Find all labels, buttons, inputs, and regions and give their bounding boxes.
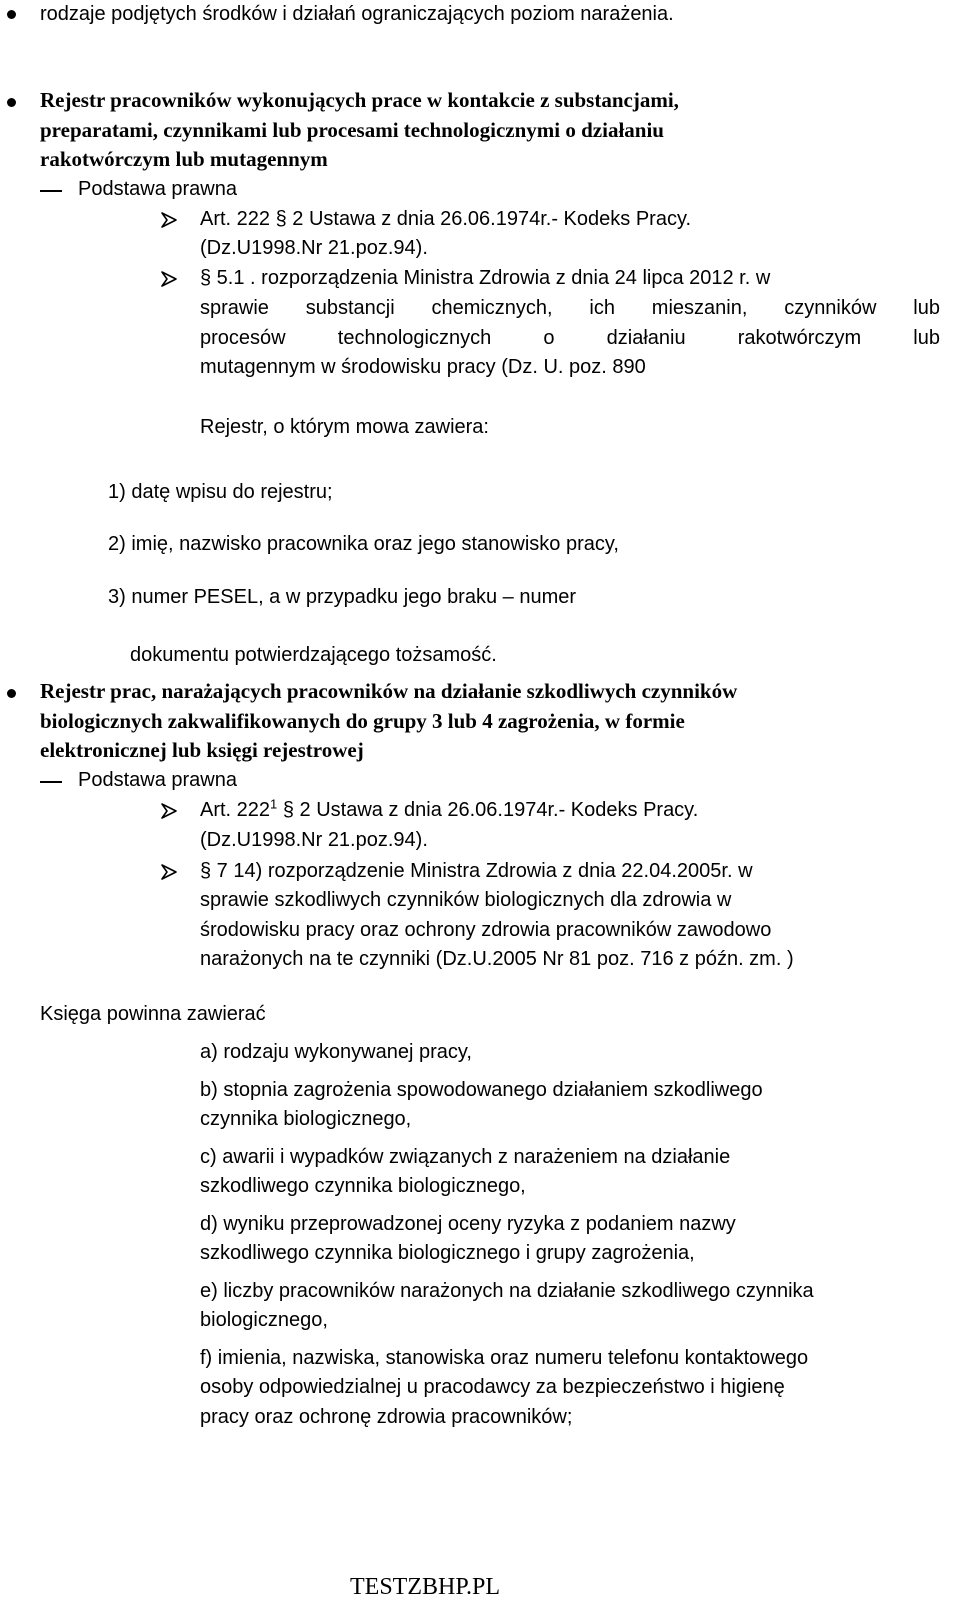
word: procesów bbox=[200, 327, 286, 349]
section2-art-line1 bbox=[200, 796, 698, 824]
arrow-bullet-icon bbox=[160, 211, 178, 229]
book-item-d-cont: szkodliwego czynnika biologicznego i grupy zagrożenia, bbox=[200, 1242, 695, 1264]
book-item-c: c) awarii i wypadków związanych z narażeniem na działanie bbox=[200, 1146, 731, 1168]
arrow-bullet-icon bbox=[160, 270, 178, 288]
bullet-icon bbox=[7, 10, 16, 19]
arrow-bullet-icon bbox=[160, 863, 178, 881]
section1-reg-line3 bbox=[200, 324, 940, 352]
word: lub bbox=[913, 327, 940, 349]
word: chemicznych, bbox=[431, 297, 553, 319]
art-superscript: 1 bbox=[270, 796, 278, 812]
register-intro: Rejestr, o którym mowa zawiera: bbox=[200, 416, 489, 438]
section1-reg-line2 bbox=[200, 294, 940, 322]
section2-reg-line3: środowisku pracy oraz ochrony zdrowia pracowników zawodowo bbox=[200, 919, 772, 941]
bullet-icon bbox=[7, 689, 16, 698]
register-item-3-cont: dokumentu potwierdzającego tożsamość. bbox=[130, 644, 497, 666]
section1-heading-line3: rakotwórczym lub mutagennym bbox=[40, 147, 328, 171]
word: lub bbox=[913, 297, 940, 319]
footer-watermark: TESTZBHP.PL bbox=[350, 1574, 501, 1600]
word: substancji bbox=[305, 297, 395, 319]
word: czynników bbox=[784, 297, 877, 319]
book-item-a: a) rodzaju wykonywanej pracy, bbox=[200, 1041, 472, 1063]
section2-reg-line2: sprawie szkodliwych czynników biologicznych dla zdrowia w bbox=[200, 889, 732, 911]
book-item-e-cont: biologicznego, bbox=[200, 1309, 328, 1331]
bullet-icon bbox=[7, 98, 16, 107]
section1-art-line2: (Dz.U1998.Nr 21.poz.94). bbox=[200, 237, 428, 259]
book-item-f-cont2: pracy oraz ochronę zdrowia pracowników; bbox=[200, 1406, 573, 1428]
section2-reg-line4: narażonych na te czynniki (Dz.U.2005 Nr 81 poz. 716 z późn. zm. ) bbox=[200, 948, 794, 970]
dash-icon bbox=[40, 190, 62, 192]
book-intro: Księga powinna zawierać bbox=[40, 1003, 266, 1025]
register-item-3: 3) numer PESEL, a w przypadku jego braku – numer bbox=[108, 586, 577, 608]
word: mieszanin, bbox=[651, 297, 748, 319]
section2-art-line2: (Dz.U1998.Nr 21.poz.94). bbox=[200, 829, 428, 851]
section1-art-line1: Art. 222 § 2 Ustawa z dnia 26.06.1974r.- Kodeks Pracy. bbox=[200, 208, 692, 230]
book-item-e: e) liczby pracowników narażonych na działanie szkodliwego czynnika bbox=[200, 1280, 814, 1302]
section2-heading-line3: elektronicznej lub księgi rejestrowej bbox=[40, 738, 364, 762]
arrow-bullet-icon bbox=[160, 802, 178, 820]
section2-reg-line1: § 7 14) rozporządzenie Ministra Zdrowia z dnia 22.04.2005r. w bbox=[200, 860, 753, 882]
art-text: Art. 222 bbox=[200, 799, 271, 821]
book-item-f-cont1: osoby odpowiedzialnej u pracodawcy za bezpieczeństwo i higienę bbox=[200, 1376, 785, 1398]
section1-reg-line1: § 5.1 . rozporządzenia Ministra Zdrowia z dnia 24 lipca 2012 r. w bbox=[200, 267, 771, 289]
word: ich bbox=[589, 297, 615, 319]
art-text-rest: § 2 Ustawa z dnia 26.06.1974r.- Kodeks Pracy. bbox=[277, 799, 699, 821]
book-item-f: f) imienia, nazwiska, stanowiska oraz numeru telefonu kontaktowego bbox=[200, 1347, 809, 1369]
book-item-c-cont: szkodliwego czynnika biologicznego, bbox=[200, 1175, 526, 1197]
section1-heading-line1: Rejestr pracowników wykonujących prace w kontakcie z substancjami, bbox=[40, 88, 679, 112]
book-item-b-cont: czynnika biologicznego, bbox=[200, 1108, 412, 1130]
dash-icon bbox=[40, 781, 62, 783]
book-item-d: d) wyniku przeprowadzonej oceny ryzyka z podaniem nazwy bbox=[200, 1213, 736, 1235]
word: technologicznych bbox=[337, 327, 492, 349]
intro-line: rodzaje podjętych środków i działań ograniczających poziom narażenia. bbox=[40, 3, 674, 25]
register-item-2: 2) imię, nazwisko pracownika oraz jego stanowisko pracy, bbox=[108, 533, 619, 555]
section1-heading-line2: preparatami, czynnikami lub procesami technologicznymi o działaniu bbox=[40, 118, 664, 142]
section1-reg-line4: mutagennym w środowisku pracy (Dz. U. poz. 890 bbox=[200, 356, 646, 378]
word: sprawie bbox=[200, 297, 269, 319]
word: działaniu bbox=[606, 327, 686, 349]
section2-heading-line1: Rejestr prac, narażających pracowników na działanie szkodliwych czynników bbox=[40, 679, 738, 703]
book-item-b: b) stopnia zagrożenia spowodowanego działaniem szkodliwego bbox=[200, 1079, 763, 1101]
word: rakotwórczym bbox=[737, 327, 862, 349]
section2-basis-label: Podstawa prawna bbox=[78, 769, 237, 791]
section1-basis-label: Podstawa prawna bbox=[78, 178, 237, 200]
word: o bbox=[543, 327, 555, 349]
register-item-1: 1) datę wpisu do rejestru; bbox=[108, 481, 333, 503]
section2-heading-line2: biologicznych zakwalifikowanych do grupy 3 lub 4 zagrożenia, w formie bbox=[40, 709, 685, 733]
